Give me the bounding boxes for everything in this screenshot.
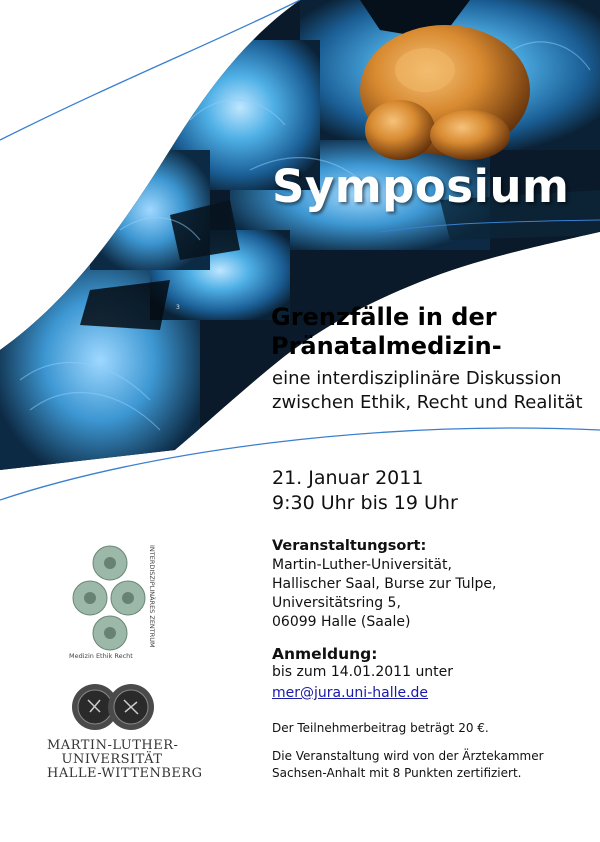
- university-name-line-3: HALLE-WITTENBERG: [47, 766, 203, 781]
- certification-note: [272, 748, 544, 782]
- svg-text:3: 3: [176, 304, 180, 311]
- registration-email-link[interactable]: mer@jura.uni-halle.de: [272, 685, 429, 701]
- event-date: 21. Januar 2011: [272, 467, 424, 489]
- university-name: [47, 738, 203, 781]
- event-time: 9:30 Uhr bis 19 Uhr: [272, 492, 458, 514]
- university-name-line-2: UNIVERSITÄT: [61, 752, 163, 767]
- subtitle-line-1: eine interdisziplinäre Diskussion: [272, 368, 562, 389]
- headline-line-1: Grenzfälle in der: [271, 303, 497, 331]
- certification-line-2: Sachsen-Anhalt mit 8 Punkten zertifiziert.: [272, 766, 522, 780]
- registration-section: [272, 645, 453, 703]
- university-name-line-1: MARTIN-LUTHER-: [47, 738, 179, 753]
- venue-line: Martin-Luther-Universität,: [272, 557, 452, 573]
- registration-deadline: bis zum 14.01.2011 unter: [272, 664, 454, 680]
- event-headline: [271, 303, 502, 361]
- fee-note: Der Teilnehmerbeitrag beträgt 20 €.: [272, 721, 489, 735]
- venue-line: Universitätsring 5,: [272, 595, 401, 611]
- venue-heading: Veranstaltungsort:: [272, 538, 427, 554]
- symposium-title: Symposium: [272, 160, 570, 213]
- venue-line: 06099 Halle (Saale): [272, 614, 411, 630]
- fetus-render: [360, 25, 530, 160]
- mer-logo-caption: Medizin Ethik Recht: [69, 652, 133, 660]
- headline-line-2: Pränatalmedizin-: [271, 332, 502, 360]
- event-datetime: [272, 466, 458, 516]
- event-subtitle: [272, 367, 583, 415]
- mer-logo-vertical-caption: INTERDISZIPLINÄRES ZENTRUM: [148, 545, 156, 648]
- venue-line: Hallischer Saal, Burse zur Tulpe,: [272, 576, 497, 592]
- subtitle-line-2: zwischen Ethik, Recht und Realität: [272, 392, 583, 413]
- venue-section: [272, 538, 496, 632]
- university-seal-logo: [72, 684, 154, 730]
- registration-heading: Anmeldung:: [272, 645, 378, 663]
- certification-line-1: Die Veranstaltung wird von der Ärztekammer: [272, 749, 544, 763]
- mer-medallion-logo: [73, 546, 145, 650]
